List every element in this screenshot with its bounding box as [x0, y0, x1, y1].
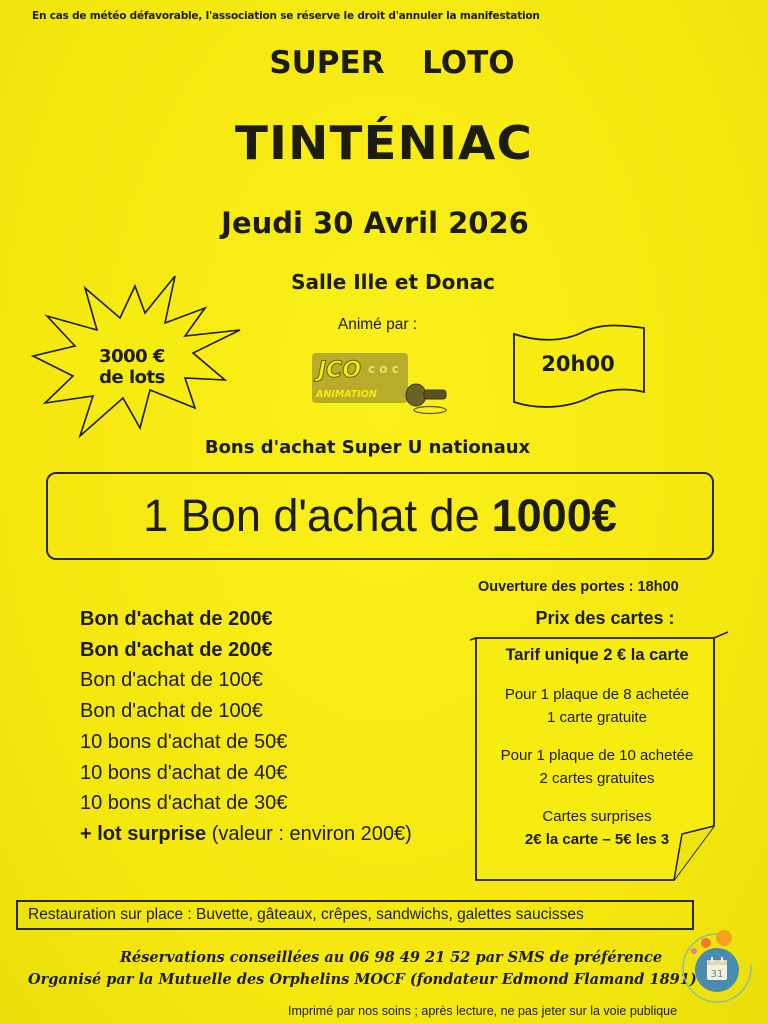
prize-item: 10 bons d'achat de 40€: [80, 761, 288, 784]
main-prize-amount: 1000€: [491, 490, 617, 541]
surprise-cards: Cartes surprises 2€ la carte – 5€ les 3: [524, 808, 670, 848]
organizer-info: Organisé par la Mutuelle des Orphelins MOCF (fondateur Edmond Flamand 1891): [28, 971, 697, 988]
total-prizes-label: de lots: [99, 367, 165, 388]
venue-name: Salle Ille et Donac: [291, 270, 495, 294]
town-name: TINTÉNIAC: [235, 116, 533, 170]
animated-by-label: Animé par :: [337, 316, 418, 333]
prize-item: Bon d'achat de 100€: [80, 669, 263, 692]
surprise-prize-item: + lot surprise (valeur : environ 200€): [80, 822, 412, 845]
flat-rate: Tarif unique 2 € la carte: [505, 646, 689, 664]
calendar-day: 31: [710, 969, 724, 980]
prize-item: Bon d'achat de 200€: [80, 638, 273, 661]
prize-item: 10 bons d'achat de 30€: [80, 792, 288, 815]
doors-open-time: Ouverture des portes : 18h00: [478, 579, 679, 595]
main-prize-box: [46, 472, 714, 560]
main-prize-prefix: 1 Bon d'achat de: [143, 490, 480, 541]
start-time: 20h00: [541, 352, 615, 376]
svg-text:c o c: c o c: [368, 362, 399, 376]
event-title: SUPER LOTO: [269, 45, 515, 81]
microphone-icon: [406, 384, 446, 414]
vouchers-header: Bons d'achat Super U nationaux: [204, 437, 531, 458]
prize-item: 10 bons d'achat de 50€: [80, 730, 288, 753]
offer-8: Pour 1 plaque de 8 achetée 1 carte gratuite: [504, 686, 690, 726]
logo-animation-text: ANIMATION: [316, 389, 377, 400]
reservations-info: Réservations conseillées au 06 98 49 21 52 par SMS de préférence: [119, 949, 663, 966]
card-prices-title: Prix des cartes :: [535, 608, 675, 628]
prize-list: [80, 604, 412, 850]
total-prizes-badge: [82, 346, 182, 388]
jco-animation-logo: [312, 345, 454, 415]
catering-box: Restauration sur place : Buvette, gâteaux, crêpes, sandwichs, galettes saucisses: [16, 900, 694, 930]
calendar-icon: [707, 957, 727, 980]
offer-10: Pour 1 plaque de 10 achetée 2 cartes gratuites: [500, 747, 694, 787]
calendar-badge[interactable]: [676, 924, 758, 1006]
event-date: Jeudi 30 Avril 2026: [221, 206, 529, 240]
prize-item: Bon d'achat de 200€: [80, 608, 273, 630]
prize-item: Bon d'achat de 100€: [80, 700, 263, 723]
total-prizes-amount: 3000 €: [99, 346, 165, 367]
printed-note: Imprimé par nos soins ; après lecture, ne pas jeter sur la voie publique: [288, 1004, 678, 1018]
weather-warning: En cas de météo défavorable, l'association se réserve le droit d'annuler la manifestation: [32, 10, 540, 22]
logo-jco-text: JCO: [318, 358, 362, 383]
card-prices-content: [474, 644, 720, 851]
